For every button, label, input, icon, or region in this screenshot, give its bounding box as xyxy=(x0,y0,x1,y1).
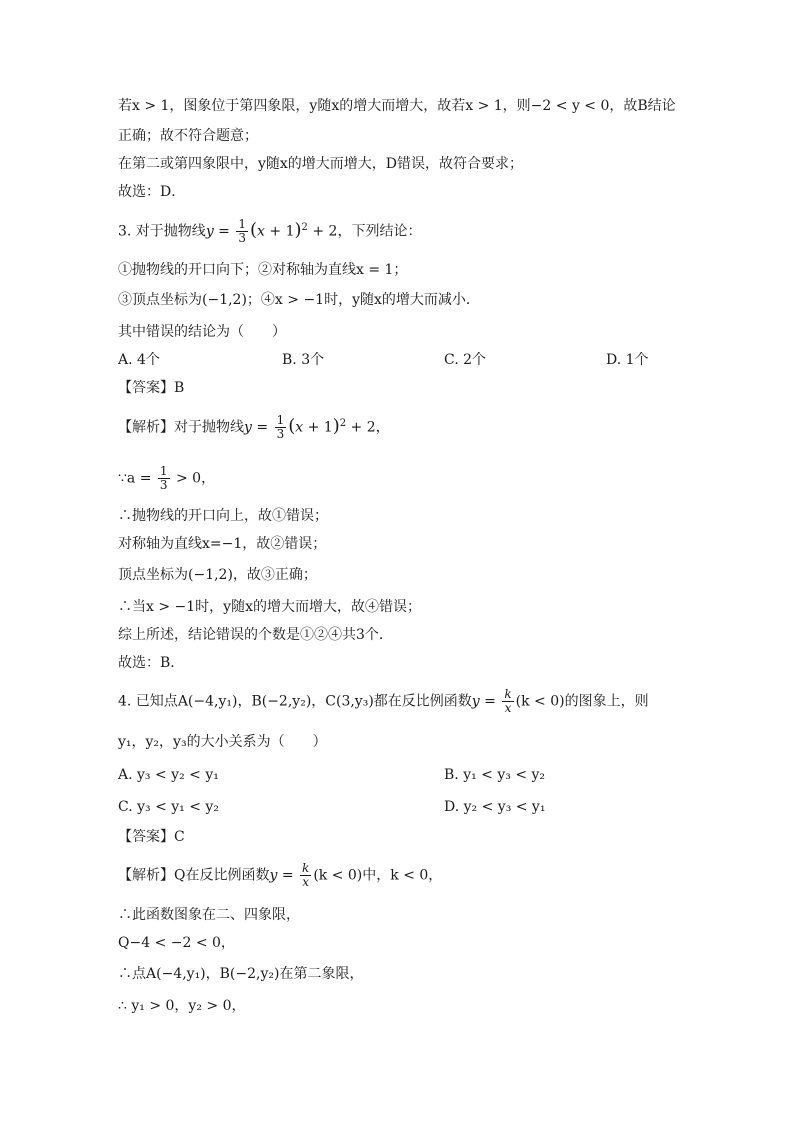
q4-points: A(−4,y₁)，B(−2,y₂)，C(3,y₃) xyxy=(177,693,374,710)
q4-explanation-intro: 【解析】Q在反比例函数y = $\frac{k}{x}$ (k < 0)中，k < 0， xyxy=(118,861,443,889)
q3-question: 其中错误的结论为（ ） xyxy=(118,324,286,340)
q3-exp-line-3: 顶点坐标为(−1,2)，故③正确； xyxy=(118,567,317,583)
q3-vertex: (−1,2) xyxy=(202,292,247,308)
q4-exp-line-1: ∴此函数图象在二、四象限， xyxy=(118,907,300,923)
q4-stem: 4. 已知点A(−4,y₁)，B(−2,y₂)，C(3,y₃)都在反比例函数y = $\frac{k}{x}$ (k < 0)的图象上，则 xyxy=(118,687,649,715)
prev-line-4: 故选：D． xyxy=(118,184,186,200)
q3-statement-2: ③顶点坐标为(−1,2)；④x > −1时，y随x的增大而减小． xyxy=(118,292,480,308)
q4-exp-line-2: Q−4 < −2 < 0， xyxy=(118,935,235,951)
q3-exp-fraction: $\frac{1}{3}$ xyxy=(276,413,285,442)
q4-exp-line-4: ∴ y₁ > 0，y₂ > 0， xyxy=(118,998,246,1014)
q4-answer: 【答案】C xyxy=(118,829,185,845)
q3-answer: 【答案】B xyxy=(118,380,185,396)
q3-option-d: D. 1个 xyxy=(606,352,649,368)
q3-a-value: ∵a = $\frac{1}{3}$ > 0， xyxy=(118,464,216,492)
q3-exp-line-1: ∴抛物线的开口向上，故①错误； xyxy=(118,508,328,524)
q3-exp-line-6: 故选：B． xyxy=(118,655,185,671)
q4-option-c: C. y₃ < y₁ < y₂ xyxy=(118,799,219,815)
q4-exp-line-3: ∴点A(−4,y₁)，B(−2,y₂)在第二象限， xyxy=(118,966,364,982)
q4-option-d: D. y₂ < y₃ < y₁ xyxy=(444,799,546,815)
q4-option-a: A. y₃ < y₂ < y₁ xyxy=(118,767,219,783)
q3-option-a: A. 4个 xyxy=(118,352,160,368)
q3-stem: 3. 对于抛物线y = $\frac{1}{3}$ $(x + 1)^2 + 2$，下列结论： xyxy=(118,217,422,246)
q3-fraction: $\frac{1}{3}$ xyxy=(238,217,247,246)
q3-option-c: C. 2个 xyxy=(444,352,487,368)
q3-exp-line-5: 综上所述，结论错误的个数是①②④共3个． xyxy=(118,627,393,643)
q4-fraction: $\frac{k}{x}$ xyxy=(504,687,512,715)
q3-statement-1: ①抛物线的开口向下；②对称轴为直线x = 1； xyxy=(118,262,408,278)
q3-a-fraction: $\frac{1}{3}$ xyxy=(159,464,168,492)
q4-option-b: B. y₁ < y₃ < y₂ xyxy=(444,767,546,783)
q3-exp-line-4: ∴当x > −1时，y随x的增大而增大，故④错误； xyxy=(118,599,421,615)
prev-line-2: 正确；故不符合题意； xyxy=(118,128,258,144)
q4-exp-fraction: $\frac{k}{x}$ xyxy=(302,861,310,889)
q3-explanation-intro: 【解析】对于抛物线y = $\frac{1}{3}$ $(x + 1)^2 + 2$， xyxy=(118,413,390,442)
q3-exp-line-2: 对称轴为直线x=−1，故②错误； xyxy=(118,536,327,552)
q3-option-b: B. 3个 xyxy=(282,352,325,368)
prev-line-3: 在第二或第四象限中，y随x的增大而增大，D错误，故符合要求； xyxy=(118,156,524,172)
q4-stem-2: y₁，y₂，y₃的大小关系为（ ） xyxy=(118,734,327,750)
prev-line-1: 若x > 1，图象位于第四象限，y随x的增大而增大，故若x > 1，则−2 < y < 0，故B结论 xyxy=(118,98,676,114)
